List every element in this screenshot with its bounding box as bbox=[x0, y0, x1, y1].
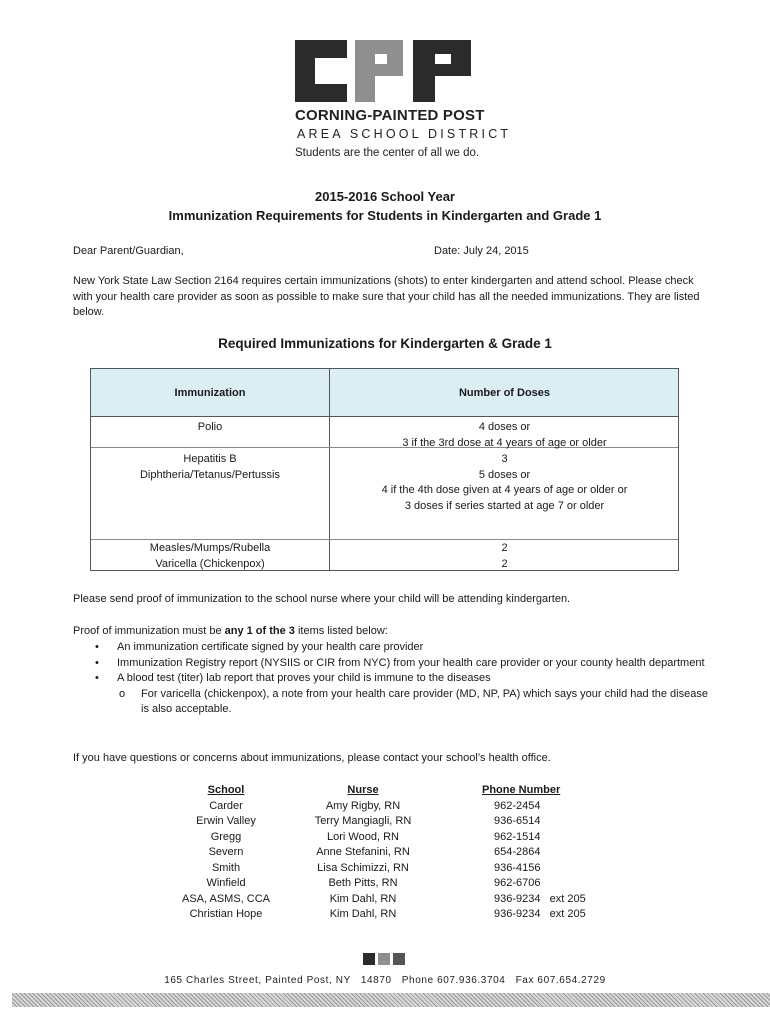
school-name: Erwin Valley bbox=[196, 815, 256, 827]
dose-value: 4 doses or bbox=[478, 421, 531, 433]
questions-paragraph: If you have questions or concerns about immunizations, please contact your school’s health office. bbox=[73, 752, 551, 764]
immunization-name: Diphtheria/Tetanus/Pertussis bbox=[139, 468, 280, 481]
school-name: Severn bbox=[208, 846, 244, 858]
header-immunization: Immunization bbox=[174, 387, 246, 399]
district-subtitle: AREA SCHOOL DISTRICT bbox=[297, 127, 512, 141]
circle-bullet-icon: o bbox=[119, 687, 126, 700]
immunization-table bbox=[90, 368, 679, 571]
phone-number: 654-2864 bbox=[494, 846, 541, 858]
school-name: Gregg bbox=[210, 830, 242, 843]
intro-paragraph: New York State Law Section 2164 requires certain immunizations (shots) to enter kindergarten and attend school. Please check with your health care provider as soon as possible to make sure that your child has all the needed immunizations. They are listed below. bbox=[73, 275, 700, 318]
dose-value: 2 bbox=[501, 542, 508, 554]
nurse-header: Nurse bbox=[347, 784, 379, 796]
bullet-icon: • bbox=[95, 656, 99, 669]
immunization-name: Hepatitis B bbox=[183, 453, 237, 465]
dose-value: 4 if the 4th dose given at 4 years of age or older or bbox=[381, 484, 628, 496]
header-doses: Number of Doses bbox=[458, 387, 551, 399]
footer-bar bbox=[12, 993, 770, 1007]
school-name: Winfield bbox=[206, 877, 246, 889]
phone-number: 936-9234 ext 205 bbox=[494, 892, 586, 905]
dose-value: 3 bbox=[501, 453, 508, 465]
proof-send-paragraph: Please send proof of immunization to the school nurse where your child will be attending kindergarten. bbox=[73, 593, 571, 605]
dose-value: 3 if the 3rd dose at 4 years of age or older bbox=[402, 436, 607, 449]
district-logo bbox=[295, 40, 475, 102]
proof-emphasis: any 1 of the 3 bbox=[224, 625, 295, 637]
nurse-name: Anne Stefanini, RN bbox=[316, 846, 410, 858]
greeting: Dear Parent/Guardian, bbox=[73, 245, 184, 257]
nurse-name: Beth Pitts, RN bbox=[328, 877, 398, 889]
nurse-name: Lisa Schimizzi, RN bbox=[317, 861, 409, 874]
bullet-icon: • bbox=[95, 641, 99, 653]
letter-date: Date: July 24, 2015 bbox=[434, 245, 529, 257]
list-item: • Immunization Registry report (NYSIIS or CIR from NYC) from your health care provider or your county health department bbox=[73, 656, 713, 672]
nurse-name: Kim Dahl, RN bbox=[329, 908, 397, 920]
nurse-name: Terry Mangiagli, RN bbox=[314, 815, 412, 827]
contacts-school-column bbox=[166, 783, 286, 923]
phone-number: 962-6706 bbox=[494, 877, 541, 889]
contacts-nurse-column bbox=[298, 783, 428, 923]
bullet-icon: • bbox=[95, 672, 99, 684]
phone-number: 936-6514 bbox=[494, 815, 541, 827]
document-title-year: 2015-2016 School Year bbox=[315, 189, 455, 204]
nurse-name: Kim Dahl, RN bbox=[329, 892, 397, 905]
immunization-name: Measles/Mumps/Rubella bbox=[149, 542, 271, 554]
document-title: Immunization Requirements for Students in Kindergarten and Grade 1 bbox=[168, 208, 602, 223]
dose-value: 3 doses if series started at age 7 or older bbox=[404, 499, 605, 512]
school-name: ASA, ASMS, CCA bbox=[181, 892, 271, 905]
phone-number: 962-2454 bbox=[494, 799, 541, 812]
proof-intro: Proof of immunization must be any 1 of the 3 items listed below: bbox=[73, 625, 388, 637]
school-header: School bbox=[207, 784, 245, 796]
immunization-name: Varicella (Chickenpox) bbox=[155, 557, 265, 570]
dose-value: 5 doses or bbox=[478, 468, 531, 481]
table-title: Required Immunizations for Kindergarten & Grade 1 bbox=[218, 336, 552, 351]
proof-options-list bbox=[73, 640, 713, 718]
phone-number: 936-9234 ext 205 bbox=[494, 908, 586, 920]
footer-address: 165 Charles Street, Painted Post, NY 14870 Phone 607.936.3704 Fax 607.654.2729 bbox=[164, 975, 606, 986]
phone-number: 936-4156 bbox=[494, 861, 541, 874]
list-item: o For varicella (chickenpox), a note from your health care provider (MD, NP, PA) which says your child had the disease is also acceptable. bbox=[119, 687, 708, 715]
list-item: • A blood test (titer) lab report that proves your child is immune to the diseases bbox=[73, 671, 713, 687]
contacts-phone-column bbox=[482, 783, 592, 923]
decorative-squares-icon bbox=[363, 953, 405, 965]
dose-value: 2 bbox=[501, 557, 508, 570]
nurse-name: Lori Wood, RN bbox=[327, 830, 399, 843]
phone-number: 962-1514 bbox=[494, 830, 541, 843]
school-name: Carder bbox=[209, 799, 243, 812]
nurse-name: Amy Rigby, RN bbox=[325, 799, 401, 812]
immunization-name: Polio bbox=[197, 421, 223, 433]
list-item: • An immunization certificate signed by your health care provider bbox=[73, 640, 713, 656]
district-tagline: Students are the center of all we do. bbox=[295, 147, 480, 159]
school-name: Smith bbox=[211, 861, 241, 874]
district-name: CORNING-PAINTED POST bbox=[295, 107, 485, 124]
school-name: Christian Hope bbox=[189, 908, 263, 920]
phone-header: Phone Number bbox=[482, 784, 561, 796]
